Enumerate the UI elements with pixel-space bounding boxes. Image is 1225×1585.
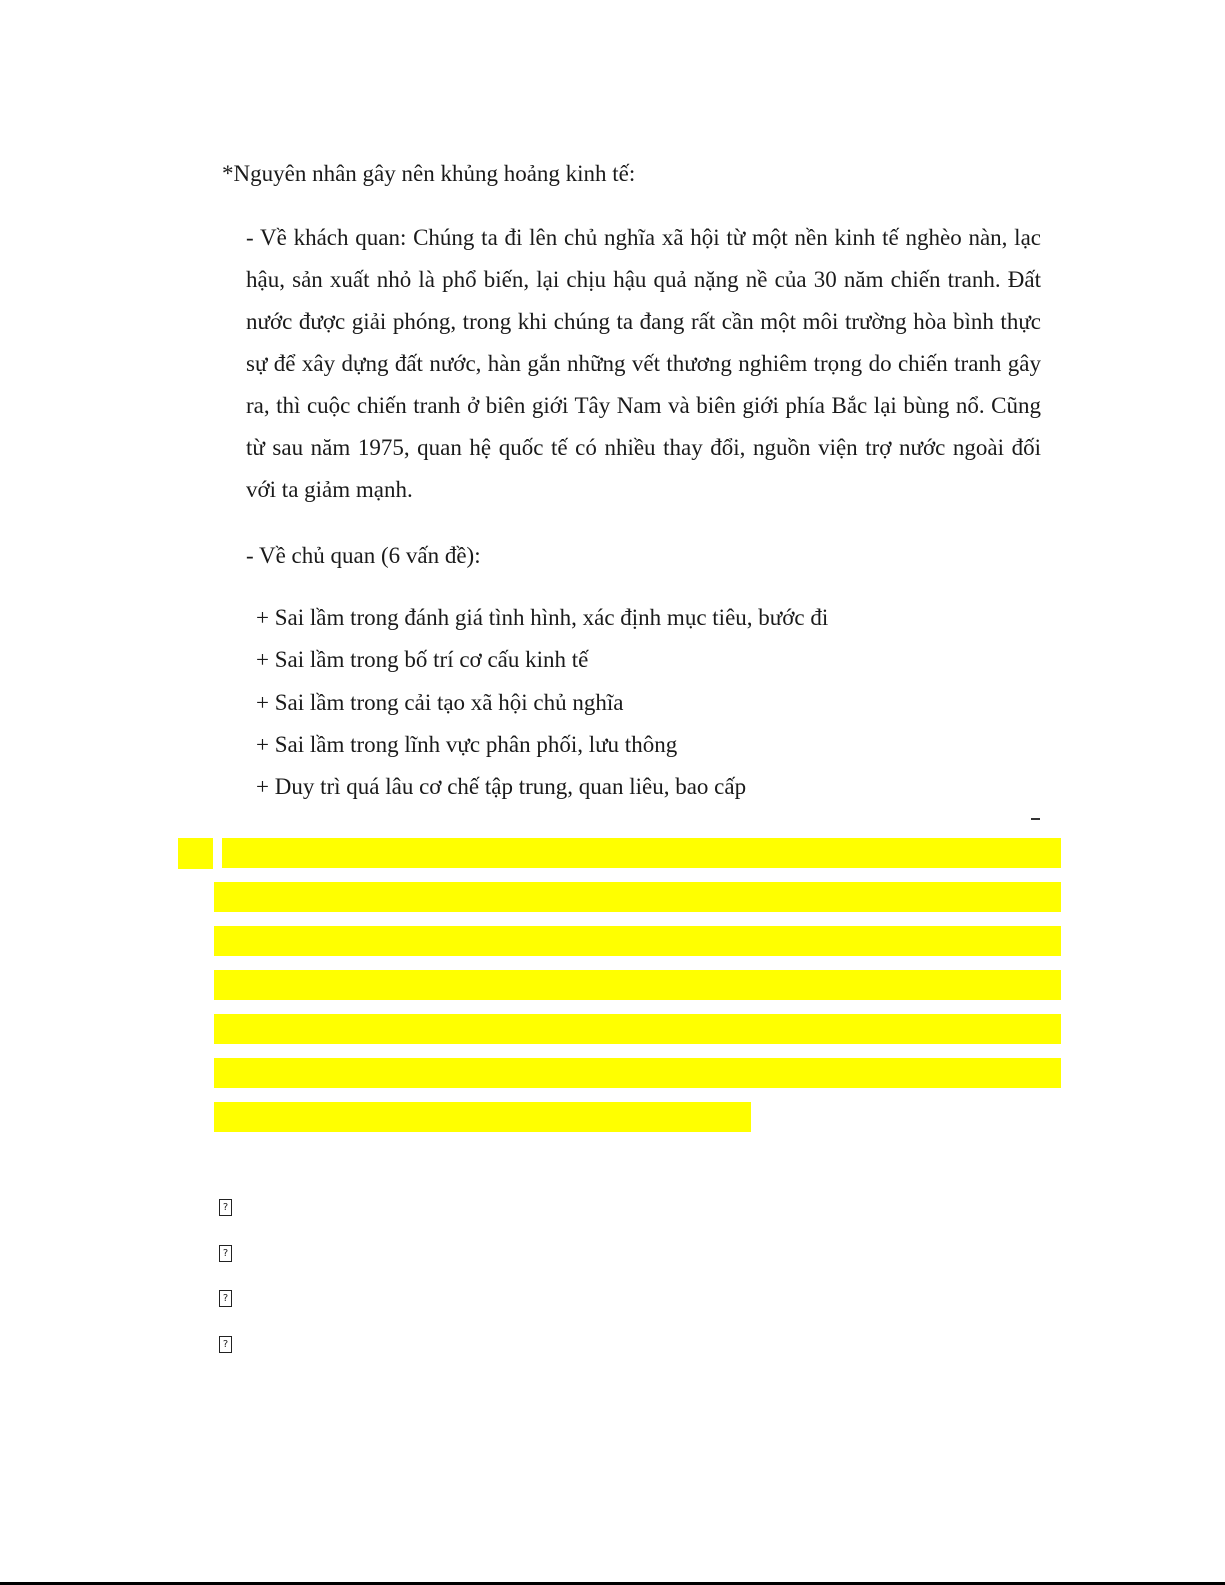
section-heading: *Nguyên nhân gây nên khủng hoảng kinh tế: — [222, 161, 636, 186]
highlight-line — [214, 1058, 1061, 1088]
objective-paragraph: - Về khách quan: Chúng ta đi lên chủ nghĩa xã hội từ một nền kinh tế nghèo nàn, lạc hậu, sản xuất nhỏ là phổ biến, lại chịu hậu quả nặng nề của 30 năm chiến tranh. Đất nước được giải phóng, trong khi chúng ta đang rất cần một môi trường hòa bình thực sự để xây dựng đất nước, hàn gắn những vết thương nghiêm trọng do chiến tranh gây ra, thì cuộc chiến tranh ở biên giới Tây Nam và biên giới phía Bắc lại bùng nổ. Cũng từ sau năm 1975, quan hệ quốc tế có nhiều thay đổi, nguồn viện trợ nước ngoài đối với ta giảm mạnh. — [246, 225, 1041, 502]
highlight-line — [222, 838, 1061, 868]
highlight-line — [214, 970, 1061, 1000]
highlight-line — [214, 1014, 1061, 1044]
list-item: + Sai lầm trong đánh giá tình hình, xác định mục tiêu, bước đi — [256, 605, 829, 630]
subjective-heading: - Về chủ quan (6 vấn đề): — [246, 543, 481, 568]
subjective-list — [256, 597, 828, 808]
highlight-line — [214, 1102, 751, 1132]
list-item: + Duy trì quá lâu cơ chế tập trung, quan liêu, bao cấp — [256, 774, 747, 800]
missing-glyph-icon: ? — [219, 1290, 232, 1307]
highlight-line — [214, 926, 1061, 956]
highlight-marker — [178, 838, 213, 869]
missing-glyph-icon: ? — [219, 1245, 232, 1262]
missing-glyph-icon: ? — [219, 1336, 232, 1353]
list-item: + Sai lầm trong bố trí cơ cấu kinh tế — [256, 647, 589, 673]
stray-dash-mark — [1031, 818, 1040, 820]
list-item: + Sai lầm trong lĩnh vực phân phối, lưu thông — [256, 731, 678, 757]
highlight-line — [214, 882, 1061, 912]
missing-glyph-icon: ? — [219, 1199, 232, 1216]
list-item: + Sai lầm trong cải tạo xã hội chủ nghĩa — [256, 689, 624, 715]
